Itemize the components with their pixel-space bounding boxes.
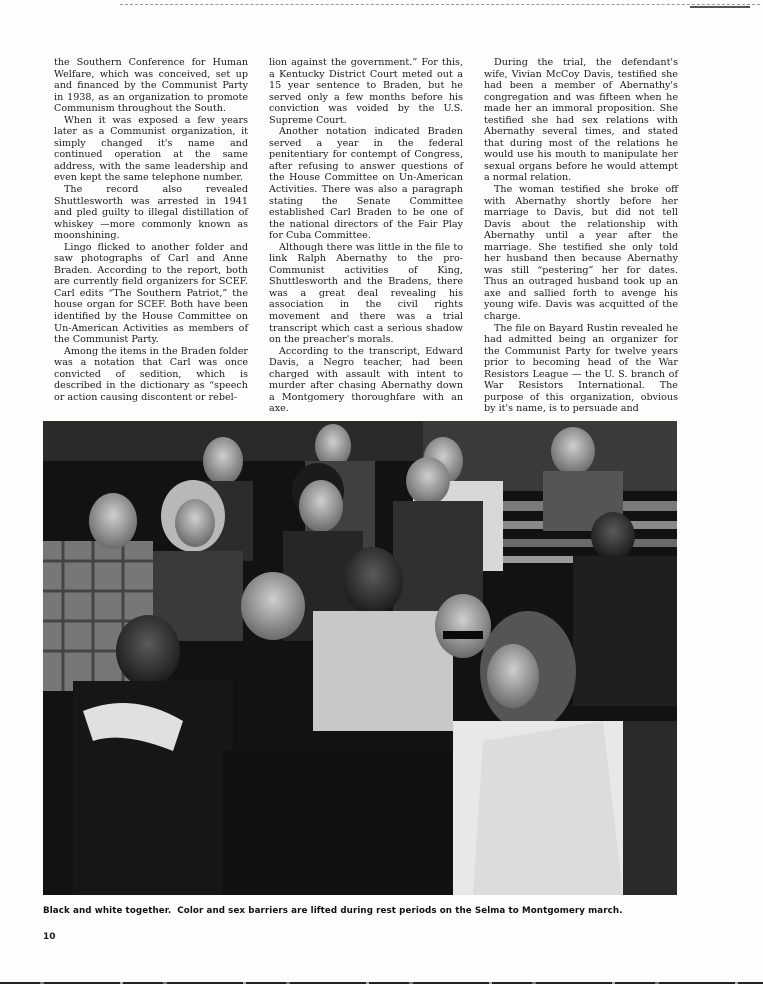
caption-lead: Black and white together. [43, 906, 172, 916]
paragraph: The woman testified she broke off with Abernathy shortly before her marriage to Davis, but did not tell Davis about the relationship with Abernathy until a year after the marriage. She testified she only told her husband then because Abernathy was still “pestering” her for dates. Thus an outraged husband took up an axe and sallied forth to avenge his young wife. Davis was acquitted of the charge. [484, 184, 678, 323]
scan-artifact-top [120, 4, 760, 5]
paragraph: According to the transcript, Edward Davis, a Negro teacher, had been charged with assault with intent to murder after chasing Abernathy down a Montgomery thoroughfare with an axe. [269, 345, 463, 415]
caption-body: Color and sex barriers are lifted during rest periods on the Selma to Montgomery march. [177, 906, 623, 916]
paragraph: lion against the government.” For this, a Kentucky District Court meted out a 15 year sentence to Braden, but he served only a few months before his conviction was voided by the U.S. Supreme Court. [269, 57, 463, 126]
page-number: 10 [43, 932, 56, 942]
article-column-1 [54, 57, 248, 417]
photo-illustration [43, 421, 677, 895]
paragraph: Another notation indicated Braden served a year in the federal penitentiary for contempt of Congress, after refusing to answer questions of the House Committee on Un-American Activities. There was also a paragraph stating the Senate Committee established Carl Braden to be one of the national directors of the Fair Play for Cuba Committee. [269, 126, 463, 242]
scan-artifact-bottom [0, 982, 763, 984]
march-photograph [43, 421, 677, 895]
paragraph: Lingo flicked to another folder and saw photographs of Carl and Anne Braden. According to the report, both are currently field organizers for SCEF. Carl edits “The Southern Patriot,” the house organ for SCEF. Both have been identified by the House Committee on Un-American Activities as members of the Communist Party. [54, 241, 248, 346]
paragraph: the Southern Conference for Human Welfare, which was conceived, set up and financed by the Communist Party in 1938, as an organization to promote Communism throughout the South. [54, 57, 248, 115]
scan-artifact-top-mark [690, 6, 750, 8]
paragraph: The record also revealed Shuttlesworth was arrested in 1941 and pled guilty to illegal distillation of whiskey —more commonly known as moonshining. [54, 184, 248, 242]
paragraph: When it was exposed a few years later as a Communist organization, it simply changed it's name and continued operation at the same address, with the same leadership and even kept the same telephone number. [54, 114, 248, 184]
paragraph: Although there was little in the file to link Ralph Abernathy to the pro-Communist activities of King, Shuttlesworth and the Bradens, there was a great deal revealing his association in the civil rights movement and there was a trial transcript which cast a serious shadow on the preacher's morals. [269, 241, 463, 346]
photo-caption [43, 906, 703, 916]
paragraph: The file on Bayard Rustin revealed he had admitted being an organizer for the Communist Party for twelve years prior to becoming head of the War Resistors League — the U. S. branch of War Resistors International. The purpose of this organization, obvious by it's name, is to persuade and [484, 322, 678, 415]
paragraph: During the trial, the defendant's wife, Vivian McCoy Davis, testified she had been a member of Abernathy's congregation and was fifteen when he made her an immoral proposition. She testified she had sex relations with Abernathy several times, and stated that during most of the relations he would use his mouth to manipulate her sexual organs before he would attempt a normal relation. [484, 57, 678, 184]
article-body [54, 57, 678, 417]
paragraph: Among the items in the Braden folder was a notation that Carl was once convicted of sedition, which is described in the dictionary as “speech or action causing discontent or rebel- [54, 345, 248, 403]
article-column-3 [484, 57, 678, 417]
article-column-2 [269, 57, 463, 417]
